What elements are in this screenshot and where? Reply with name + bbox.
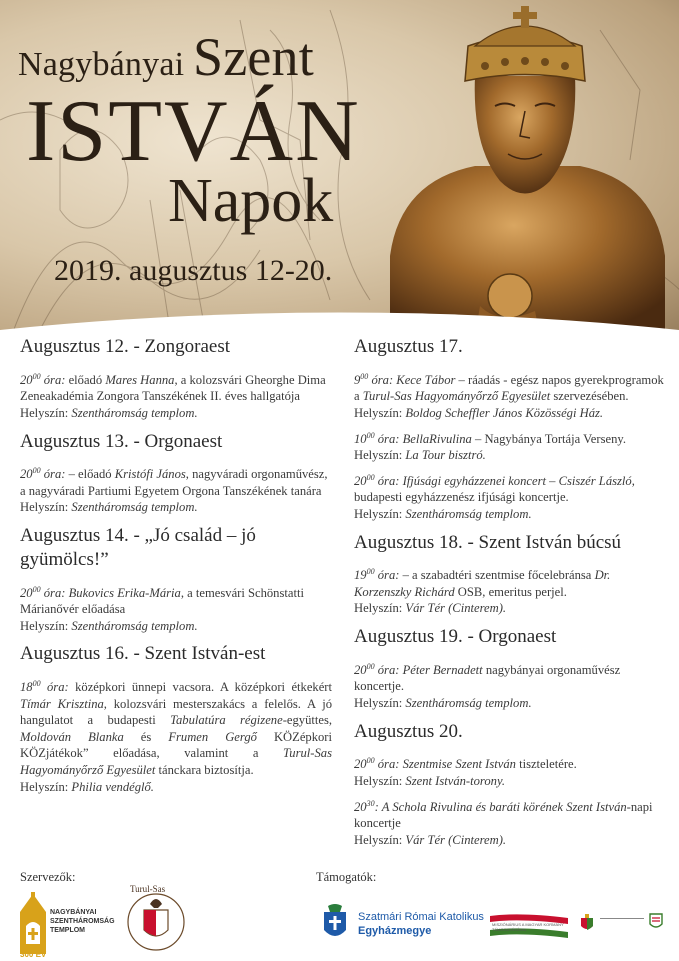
ensemble-name: Tabulatúra régizene — [170, 713, 283, 728]
time-minutes: 00 — [366, 567, 375, 577]
time-suffix: : — [374, 799, 379, 814]
venue: Philia vendéglő. — [71, 779, 154, 794]
text: , kolozsvári mesterszakács a felelős. A jó hangulatot a budapesti — [20, 696, 333, 728]
text: – a szabadtéri szentmise főcelebránsa — [399, 568, 595, 583]
time-minutes: 00 — [366, 472, 375, 482]
program-left-column — [20, 335, 332, 803]
text: nagybányai orgonaművész koncertje. — [354, 662, 621, 694]
poster-header — [0, 0, 679, 350]
szatmar-diocese-logo — [318, 904, 488, 948]
text: – Nagybánya Tortája Verseny. — [471, 431, 627, 446]
text: előadó — [65, 372, 106, 387]
title-szent: Szent — [192, 27, 314, 87]
venue-label: Helyszín: — [354, 448, 406, 463]
time-minutes: 00 — [32, 584, 41, 594]
event-aug-19 — [354, 625, 664, 712]
text: -együttes, — [282, 713, 332, 728]
organizers-label: Szervezők: — [20, 870, 76, 884]
text: , a temesvári Schönstatti Márianővér előadása — [20, 585, 304, 617]
venue-label: Helyszín: — [354, 832, 406, 847]
sup1-line1: Szatmári Római Katolikus — [358, 911, 484, 923]
time-suffix: óra: — [40, 585, 66, 600]
venue-label: Helyszín: — [20, 779, 72, 794]
venue: Boldog Scheffler János Közösségi Ház. — [405, 405, 604, 420]
time-minutes: 00 — [366, 756, 375, 766]
text: , a kolozsvári Gheorghe Dima Zeneakadémia Zongora Tanszékének II. éves hallgatója — [20, 372, 326, 404]
event-heading: Augusztus 17. — [354, 336, 463, 357]
time-suffix: óra: — [374, 568, 400, 583]
org1-line3: TEMPLOM — [50, 927, 85, 934]
program-name: A Schola Rivulina és baráti körének Szent István — [378, 799, 627, 814]
time: 10 — [354, 431, 367, 446]
event-heading: Augusztus 16. - Szent István-est — [20, 643, 266, 665]
text: KÖZépkori KÖZjátékok” előadása, valamint a — [20, 729, 332, 761]
church-300-logo — [18, 888, 116, 958]
performer-name: Péter Bernadett — [399, 662, 483, 677]
turul-sas-logo — [124, 886, 188, 956]
performer-name: Mares Hanna — [105, 372, 175, 387]
performer-name: Frumen Gergő — [168, 729, 257, 744]
time-suffix: óra: — [374, 757, 400, 772]
event-heading: Augusztus 14. - „Jó család – jó gyümölcs!” — [20, 525, 256, 570]
venue-label: Helyszín: — [354, 695, 406, 710]
venue-label: Helyszín: — [20, 405, 72, 420]
organization-name: Turul-Sas Hagyományőrző Egyesület — [362, 389, 551, 404]
title-istvan: ISTVÁN — [26, 83, 361, 180]
venue-label: Helyszín: — [354, 601, 406, 616]
venue: Szentháromság templom. — [71, 405, 198, 420]
event-heading: Augusztus 20. — [354, 720, 463, 742]
time-suffix: óra: — [374, 473, 400, 488]
sup1-line2: Egyházmegye — [358, 925, 432, 937]
hungarian-government-logos — [490, 910, 670, 948]
poster-footer — [0, 866, 679, 960]
org1-line2: SZENTHÁROMSÁG — [50, 918, 115, 925]
venue-label: Helyszín: — [354, 773, 406, 788]
venue-label: Helyszín: — [20, 500, 72, 515]
program-right-column — [354, 335, 664, 856]
performer-name: Kristófi János — [114, 467, 186, 482]
time-suffix: óra: — [374, 431, 400, 446]
text: szervezésében. — [550, 389, 629, 404]
time: 20 — [20, 467, 33, 482]
performer-name: Bukovics Erika-Mária — [65, 585, 181, 600]
program-name: Kece Tábor — [393, 372, 456, 387]
time: 20 — [354, 473, 367, 488]
time-minutes: 30 — [366, 798, 375, 808]
venue: Szentháromság templom. — [405, 695, 532, 710]
text: tánckara biztosítja. — [155, 763, 254, 778]
time-minutes: 00 — [32, 466, 41, 476]
time-suffix: óra: — [40, 372, 66, 387]
venue-label: Helyszín: — [354, 506, 406, 521]
text: , budapesti egyházzenész ifjúsági koncertje. — [354, 473, 635, 505]
event-aug-18 — [354, 531, 664, 618]
time: 20 — [20, 585, 33, 600]
title-prefix: Nagybányai — [18, 46, 185, 83]
program-name: Szentmise Szent István — [399, 757, 516, 772]
time-suffix: óra: — [40, 680, 69, 695]
time-suffix: óra: — [374, 662, 400, 677]
chef-name: Tímár Krisztina — [20, 696, 104, 711]
time-minutes: 00 — [360, 371, 369, 381]
event-dates: 2019. augusztus 12-20. — [54, 254, 333, 287]
event-heading: Augusztus 19. - Orgonaest — [354, 626, 557, 648]
time-minutes: 00 — [32, 679, 41, 689]
time-minutes: 00 — [366, 661, 375, 671]
time: 20 — [20, 372, 33, 387]
bethlen-gabor-logo-icon — [648, 912, 664, 932]
text: – ráadás - egész napos gyerekprogramok a — [354, 372, 664, 404]
time: 18 — [20, 680, 33, 695]
gov-caption: MISZIÓNÁRIUS A MAGYAR KORMÁNY TÁMOGATÁSÁVAL — [492, 922, 564, 932]
program-name: Ifjúsági egyházzenei koncert – Csiszér László — [399, 473, 632, 488]
church-icon — [18, 892, 48, 956]
venue: Szentháromság templom. — [71, 500, 198, 515]
diocese-crest-icon — [318, 904, 352, 944]
org2-text: Turul-Sas — [130, 884, 166, 894]
event-heading: Augusztus 18. - Szent István búcsú — [354, 531, 622, 553]
time: 20 — [354, 757, 367, 772]
time: 20 — [354, 799, 367, 814]
title-napok: Napok — [168, 167, 334, 235]
venue: Szent István-torony. — [405, 773, 505, 788]
turul-sas-emblem — [124, 886, 188, 956]
venue: Szentháromság templom. — [405, 506, 532, 521]
text: -napi koncertje — [354, 799, 653, 831]
venue: Vár Tér (Cinterem). — [405, 601, 507, 616]
title-line-1 — [18, 26, 314, 88]
event-heading: Augusztus 12. - Zongoraest — [20, 336, 231, 357]
text: és — [123, 729, 169, 744]
org1-years: 300 ÉV — [20, 950, 47, 959]
event-aug-16 — [20, 642, 332, 795]
time-suffix: óra: — [368, 372, 394, 387]
org1-line1: NAGYBÁNYAI — [50, 909, 97, 916]
event-aug-20 — [354, 720, 664, 849]
text: – előadó — [65, 467, 115, 482]
venue: Szentháromság templom. — [71, 618, 198, 633]
supporters-label: Támogatók: — [316, 870, 377, 884]
text: tiszteletére. — [515, 757, 577, 772]
performer-name: Moldován Blanka — [20, 729, 124, 744]
time-suffix: óra: — [40, 467, 66, 482]
venue-label: Helyszín: — [20, 618, 72, 633]
organization-name: Turul-Sas Hagyományőrző Egyesület — [20, 746, 332, 778]
time: 9 — [354, 372, 361, 387]
celebrant-name: Dr. Korzenszky Richárd — [354, 568, 611, 599]
time: 19 — [354, 568, 367, 583]
event-aug-17 — [354, 335, 664, 523]
venue-label: Helyszín: — [354, 405, 406, 420]
venue: La Tour bisztró. — [405, 448, 486, 463]
text: OSB, emeritus perjel. — [454, 584, 567, 599]
divider — [600, 918, 644, 919]
event-aug-14 — [20, 524, 332, 634]
venue: Vár Tér (Cinterem). — [405, 832, 507, 847]
time-minutes: 00 — [32, 371, 41, 381]
hungarian-coat-of-arms-icon — [580, 914, 594, 932]
text: középkori ünnepi vacsora. A középkori étkekért — [68, 680, 333, 695]
text: , nagyváradi orgonaművész, a nagyváradi Partiumi Egyetem Orgona Tanszékének tanára — [20, 467, 328, 498]
program-name: BellaRivulina — [399, 431, 472, 446]
time: 20 — [354, 662, 367, 677]
event-aug-13 — [20, 430, 332, 517]
event-aug-12 — [20, 335, 332, 422]
event-heading: Augusztus 13. - Orgonaest — [20, 430, 223, 452]
time-minutes: 00 — [366, 430, 375, 440]
